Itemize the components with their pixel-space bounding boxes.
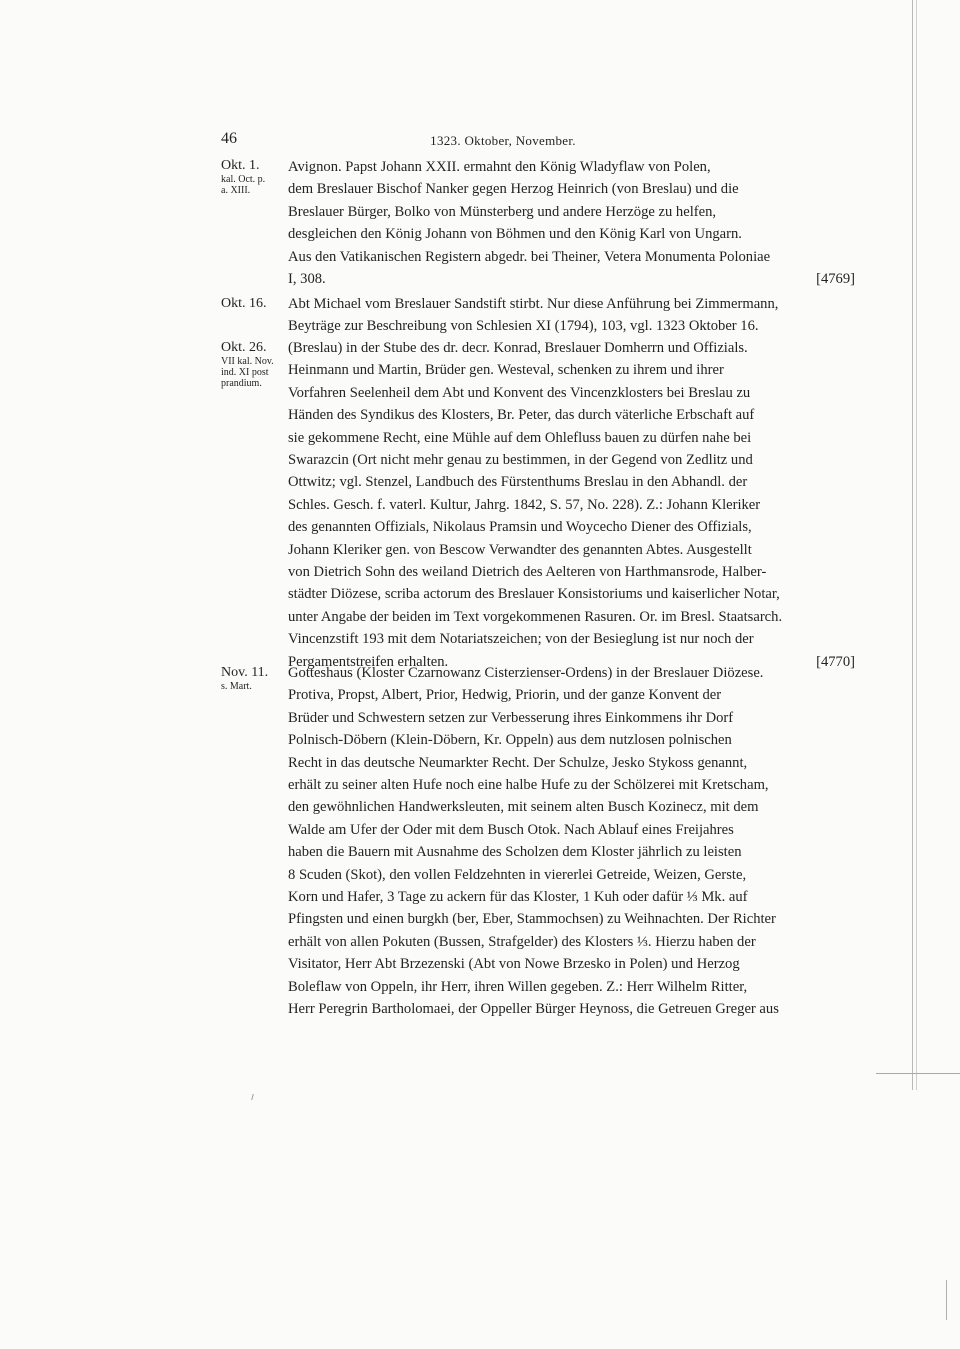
text-line: Abt Michael vom Breslauer Sandstift stirbt. Nur diese Anführung bei Zimmermann, [288,296,779,312]
entry-text [288,293,855,338]
text-line: Visitator, Herr Abt Brzezenski (Abt von Nowe Brzesko in Polen) und Herzog [288,956,740,973]
text-line: den gewöhnlichen Handwerksleuten, mit seinem alten Busch Kozinecz, mit dem [288,799,759,816]
entry-reference-number: [4770] [816,653,855,670]
text-line: Pergamentstreifen erhalten. [288,653,449,670]
text-line: 8 Scuden (Skot), den vollen Feldzehnten in viererlei Getreide, Weizen, Gerste, [288,866,747,883]
text-line: Breslauer Bürger, Bolko von Münsterberg und andere Herzöge zu helfen, [288,203,717,220]
entry-text [288,662,855,1021]
entry-date-meta: s. Mart. [221,681,252,692]
text-line: haben die Bauern mit Ausnahme des Scholzen dem Kloster jährlich zu leisten [288,844,742,861]
text-line: Beyträge zur Beschreibung von Schlesien XI (1794), 103, vgl. 1323 Oktober 16. [288,318,759,335]
entry-date-column [221,664,285,692]
entry-text [288,337,855,673]
text-line: Johann Kleriker gen. von Bescow Verwandter des genannten Abtes. Ausgestellt [288,541,752,558]
text-line: des genannten Offizials, Nikolaus Pramsin und Woycecho Diener des Offizials, [288,519,752,536]
text-line: (Breslau) in der Stube des dr. decr. Konrad, Breslauer Domherrn und Offizials. [288,340,748,356]
text-line: erhält von allen Pokuten (Bussen, Strafgelder) des Klosters ⅓. Hierzu haben der [288,933,756,950]
text-line: Swarazcin (Ort nicht mehr genau zu bestimmen, in der Gegend von Zedlitz und [288,452,753,469]
text-line: Herr Peregrin Bartholomaei, der Oppeller Bürger Heynoss, die Getreuen Greger aus [288,1001,779,1018]
text-line: Avignon. Papst Johann XXII. ermahnt den König Wladyflaw von Polen, [288,159,711,175]
text-line: Brüder und Schwestern setzen zur Verbesserung ihres Einkommens ihr Dorf [288,709,734,726]
text-line: I, 308. [288,271,326,288]
text-line: Walde am Ufer der Oder mit dem Busch Otok. Nach Ablauf eines Freijahres [288,821,734,838]
entry-date-column [221,295,285,312]
entry-date-meta: VII kal. Nov. ind. XI post prandium. [221,356,274,389]
text-line: Gotteshaus (Kloster Czarnowanz Cisterzienser-Ordens) in der Breslauer Diözese. [288,665,764,681]
entry-reference-number: [4769] [816,271,855,288]
scan-edge-line-inner [916,0,917,1090]
text-line: Korn und Hafer, 3 Tage zu ackern für das Kloster, 1 Kuh oder dafür ⅓ Mk. auf [288,889,748,906]
text-line: desgleichen den König Johann von Böhmen und den König Karl von Ungarn. [288,226,742,243]
scan-corner-mark [946,1280,947,1320]
text-line: unter Angabe der beiden im Text vorgekommenen Rasuren. Or. im Bresl. Staatsarch. [288,608,783,625]
text-line: dem Breslauer Bischof Nanker gegen Herzog Heinrich (von Breslau) und die [288,181,739,198]
scan-speck [251,1094,257,1100]
entry-date-meta: kal. Oct. p. a. XIII. [221,174,266,196]
text-line: Vincenzstift 193 mit dem Notariatszeichen; von der Besieglung ist nur noch der [288,631,754,648]
running-title: 1323. Oktober, November. [430,133,576,148]
page-number: 46 [221,130,237,147]
text-line: von Dietrich Sohn des weiland Dietrich des Aelteren von Harthmansrode, Halber- [288,564,767,581]
text-line: Heinmann und Martin, Brüder gen. Westeval, schenken zu ihrem und ihrer [288,362,724,379]
entry-date: Okt. 26. [221,340,267,355]
text-line: Aus den Vatikanischen Registern abgedr. bei Theiner, Vetera Monumenta Poloniae [288,248,771,265]
text-line: Boleflaw von Oppeln, ihr Herr, ihren Willen gegeben. Z.: Herr Wilhelm Ritter, [288,978,748,995]
entry-date: Okt. 1. [221,158,260,173]
entry-date-column [221,339,285,389]
text-line: Polnisch-Döbern (Klein-Döbern, Kr. Oppeln) aus dem nutzlosen polnischen [288,732,732,749]
text-line: Recht in das deutsche Neumarkter Recht. Der Schulze, Jesko Stykoss genannt, [288,754,748,771]
scan-edge-line [912,0,913,1090]
entry-date-column [221,157,285,196]
entry-date: Okt. 16. [221,296,267,311]
text-line: städter Diözese, scriba actorum des Breslauer Konsistoriums und kaiserlicher Notar, [288,586,780,603]
text-line: Ottwitz; vgl. Stenzel, Landbuch des Fürstenthums Breslau in den Abhandl. der [288,474,748,491]
text-line: erhält zu seiner alten Hufe noch eine halbe Hufe zu der Schölzerei mit Kretscham, [288,777,769,794]
text-line: Händen des Syndikus des Klosters, Br. Peter, das durch väterliche Erbschaft auf [288,407,755,424]
text-line: Schles. Gesch. f. vaterl. Kultur, Jahrg. 1842, S. 57, No. 228). Z.: Johann Kleriker [288,496,761,513]
entry-text [288,156,855,290]
entry-date: Nov. 11. [221,665,269,680]
text-line: Pfingsten und einen burgkh (ber, Eber, Stammochsen) zu Weihnachten. Der Richter [288,911,776,928]
text-line: sie gekommene Recht, eine Mühle auf dem Ohlefluss bauen zu dürfen nahe bei [288,429,752,446]
scan-bottom-mark [876,1073,960,1074]
text-line: Vorfahren Seelenheil dem Abt und Konvent des Vincenzklosters bei Breslau zu [288,384,751,401]
text-line: Protiva, Propst, Albert, Prior, Hedwig, Priorin, und der ganze Konvent der [288,687,722,704]
